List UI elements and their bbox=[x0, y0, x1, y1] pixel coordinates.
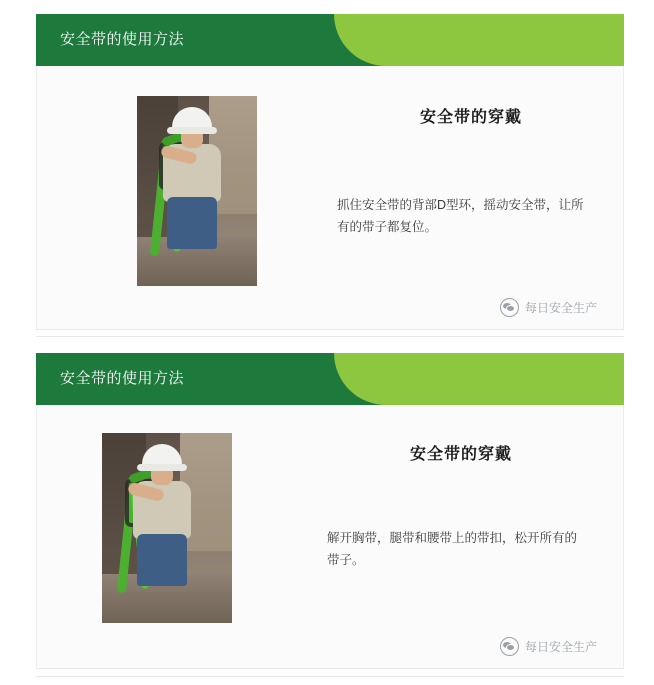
slide-card-2 bbox=[36, 353, 624, 669]
wechat-icon bbox=[500, 298, 519, 317]
slide-body-1 bbox=[36, 66, 624, 330]
header-accent-shape-2 bbox=[334, 353, 624, 405]
slide-content-title-1: 安全带的穿戴 bbox=[419, 109, 522, 126]
wechat-icon bbox=[500, 637, 519, 656]
photo-worker-jeans bbox=[137, 534, 187, 586]
slide-header-title-1: 安全带的使用方法 bbox=[60, 31, 185, 48]
slide-header-title-2: 安全带的使用方法 bbox=[60, 370, 185, 387]
slide-body-2 bbox=[36, 405, 624, 669]
header-accent-shape-1 bbox=[334, 14, 624, 66]
slide-photo-2 bbox=[102, 433, 232, 623]
watermark-1 bbox=[500, 298, 597, 317]
slide-divider-1 bbox=[36, 336, 624, 337]
slide-content-title-2: 安全带的穿戴 bbox=[409, 446, 512, 463]
watermark-label-2: 每日安全生产 bbox=[524, 640, 597, 654]
watermark-label-1: 每日安全生产 bbox=[524, 301, 597, 315]
slide-photo-1 bbox=[137, 96, 257, 286]
slide-header-2 bbox=[36, 353, 624, 405]
photo-worker-jeans bbox=[167, 197, 217, 249]
watermark-2 bbox=[500, 637, 597, 656]
slide-divider-2 bbox=[36, 676, 624, 677]
slide-content-text-1: 抓住安全带的背部D型环，摇动安全带，让所有的带子都复位。 bbox=[337, 198, 584, 234]
slide-card-1 bbox=[36, 14, 624, 330]
slide-content-text-2: 解开胸带，腿带和腰带上的带扣，松开所有的带子。 bbox=[327, 531, 578, 567]
slide-header-1 bbox=[36, 14, 624, 66]
